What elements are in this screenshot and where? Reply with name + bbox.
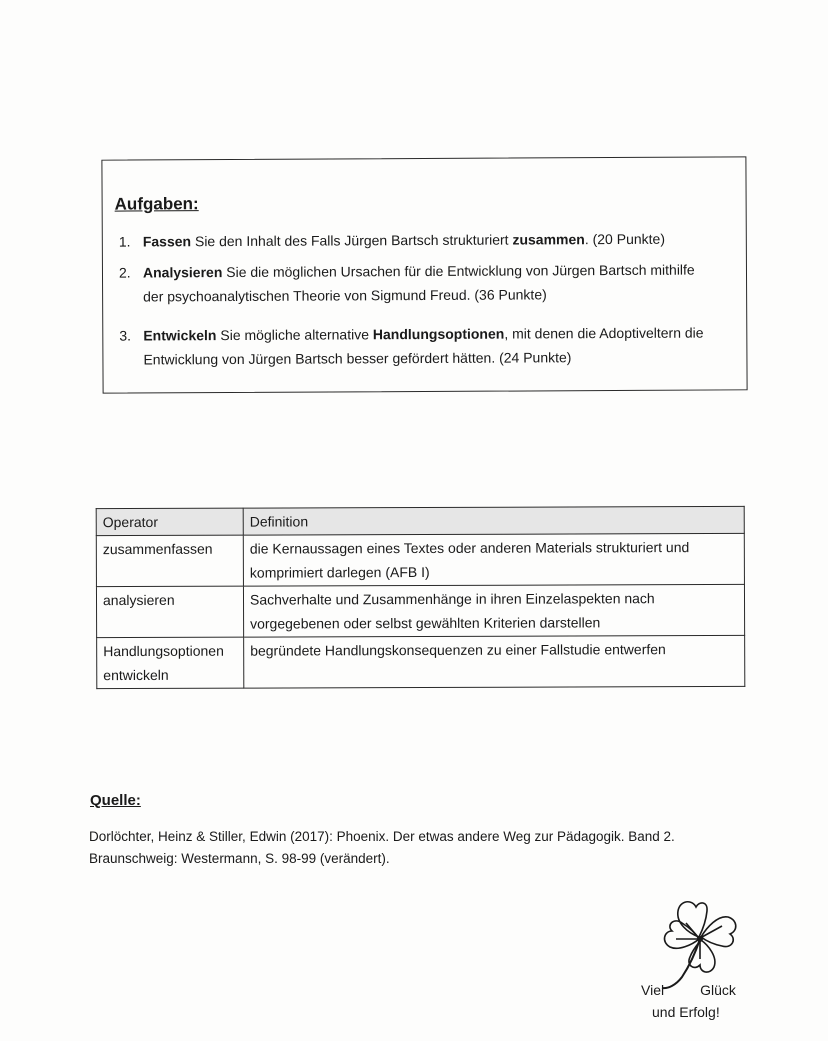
- task-text: der psychoanalytischen Theorie von Sigmund Freud. (36 Punkte): [143, 286, 547, 305]
- task-text: , mit denen die Adoptiveltern die: [504, 324, 704, 342]
- definition-cell: die Kernaussagen eines Textes oder anderen Materials strukturiert und komprimiert darlegen (AFB I): [243, 533, 744, 586]
- operator-cell: Handlungsoptionen entwickeln: [97, 637, 244, 689]
- task-operator: Fassen: [142, 233, 192, 250]
- task-text: Sie mögliche alternative: [216, 326, 373, 344]
- operator-cell: zusammenfassen: [96, 535, 243, 587]
- column-header-definition: Definition: [243, 506, 744, 535]
- good-luck-line: [641, 982, 736, 998]
- wish-word-viel: Viel: [641, 982, 665, 998]
- wish-word-glueck: Glück: [700, 982, 736, 998]
- operator-table-header: [96, 506, 744, 535]
- operator-table: [96, 506, 746, 689]
- table-row: [96, 533, 744, 586]
- task-item-continuation: [143, 286, 547, 304]
- good-luck-line-2: und Erfolg!: [652, 1004, 720, 1020]
- task-item: [119, 254, 741, 288]
- task-operator: zusammen: [512, 231, 585, 248]
- task-operator: Analysieren: [142, 264, 223, 281]
- task-operator: Entwickeln: [143, 327, 217, 344]
- operator-cell: analysieren: [96, 586, 243, 638]
- table-row: [97, 635, 745, 688]
- task-number: 2.: [118, 264, 131, 281]
- task-text: Sie den Inhalt des Falls Jürgen Bartsch strukturiert: [191, 231, 513, 250]
- definition-cell: begründete Handlungskonsequenzen zu einer Fallstudie entwerfen: [244, 635, 745, 688]
- task-text: Entwicklung von Jürgen Bartsch besser gefördert hätten. (24 Punkte): [143, 349, 572, 368]
- task-item-continuation: [143, 349, 571, 367]
- task-number: 3.: [119, 327, 132, 344]
- tasks-heading: Aufgaben:: [114, 194, 199, 214]
- task-text: Sie die möglichen Ursachen für die Entwicklung von Jürgen Bartsch mithilfe: [222, 261, 695, 281]
- table-row: [96, 584, 744, 637]
- four-leaf-clover-icon: [652, 893, 747, 993]
- column-header-operator: Operator: [96, 508, 243, 536]
- task-item: [119, 223, 741, 257]
- task-box: [101, 156, 747, 393]
- task-item: [119, 317, 741, 351]
- task-operator: Handlungsoptionen: [372, 325, 505, 343]
- source-heading: Quelle:: [90, 792, 141, 809]
- task-text: . (20 Punkte): [584, 230, 665, 248]
- task-number: 1.: [118, 233, 131, 250]
- definition-cell: Sachverhalte und Zusammenhänge in ihren Einzelaspekten nach vorgegebenen oder selbst gewählten Kriterien darstellen: [243, 584, 744, 637]
- source-citation: Dorlöchter, Heinz & Stiller, Edwin (2017): Phoenix. Der etwas andere Weg zur Pädagogik. Band 2. Braunschweig: Westermann, S. 98-99 (verändert).: [89, 829, 675, 866]
